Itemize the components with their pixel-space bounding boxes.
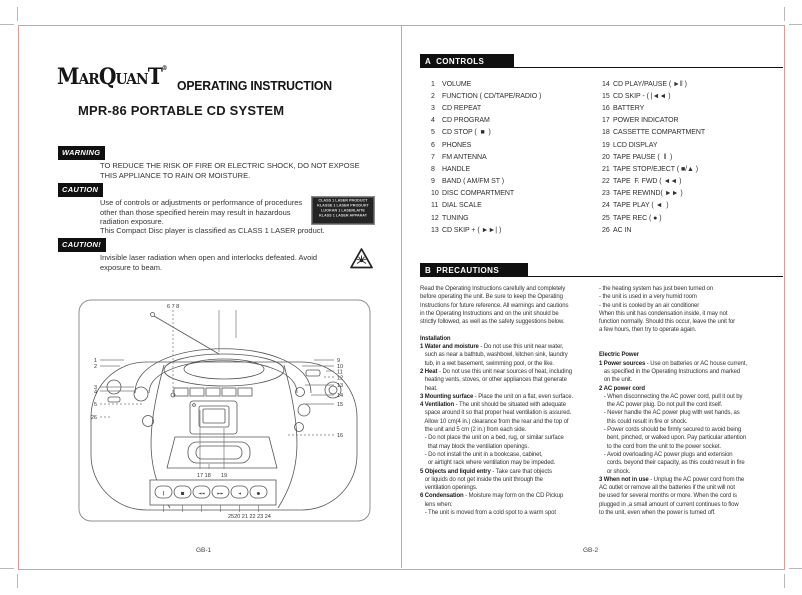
precaution-line <box>599 285 784 293</box>
control-item <box>431 176 541 188</box>
control-number: 21 <box>602 165 610 173</box>
diagram-callout: 19 <box>221 473 228 479</box>
precaution-line <box>420 360 598 368</box>
brand-logo-text: MarQuanT <box>57 64 162 90</box>
precaution-text: function normally. Should this occur, leave the unit for <box>599 319 736 326</box>
precaution-line <box>420 426 598 434</box>
precaution-text: strictly followed, as well as the safety suggestions below. <box>420 319 565 326</box>
caution2-badge: CAUTION! <box>58 238 106 252</box>
control-label: LCD DISPLAY <box>613 141 658 149</box>
control-item <box>602 78 705 90</box>
precaution-text: - Take care that objects <box>490 468 552 475</box>
precaution-text: heating vents, stoves, or other appliances that generate <box>420 377 567 384</box>
precaution-text: - the heating system has just been turned on <box>599 286 714 292</box>
control-label: CD SKIP + ( ►►| ) <box>442 226 502 234</box>
precaution-lead: Installation <box>420 335 451 342</box>
cd-lid-part <box>164 354 284 386</box>
control-item <box>602 200 705 212</box>
precaution-lead: 1 Water and moisture <box>420 344 479 351</box>
laser-class-statement <box>100 226 325 236</box>
tape-ffwd-icon: ◄◄ <box>198 490 205 496</box>
control-item <box>602 139 705 151</box>
controls-list-right <box>602 78 705 236</box>
precaution-line <box>599 351 784 359</box>
precaution-text: - Place the unit on a flat, even surface. <box>473 393 574 400</box>
control-item <box>431 115 541 127</box>
precaution-line <box>599 492 784 500</box>
precaution-line <box>420 468 598 476</box>
crop-mark <box>789 24 802 25</box>
precaution-line <box>599 310 784 318</box>
precaution-line <box>599 418 784 426</box>
precaution-line <box>599 393 784 401</box>
precaution-line <box>420 376 598 384</box>
control-label: POWER INDICATOR <box>613 117 679 125</box>
control-number: 11 <box>431 202 439 210</box>
crop-mark <box>0 568 14 569</box>
warning-text-line: TO REDUCE THE RISK OF FIRE OR ELECTRIC SHOCK, DO NOT EXPOSE <box>100 161 360 170</box>
diagram-callout: 2520 21 22 23 24 <box>228 514 271 520</box>
precaution-lead: 3 Mounting surface <box>420 393 474 400</box>
document-title: OPERATING INSTRUCTION <box>177 79 332 93</box>
precaution-text: Read the Operating Instructions carefully and completely <box>420 286 566 292</box>
precautions-section-header <box>420 263 783 277</box>
control-label: TAPE REC ( ● ) <box>613 214 662 222</box>
precaution-text: to the unit, even when the power is turned off. <box>599 510 716 517</box>
control-number: 25 <box>602 214 610 222</box>
caution2-text-line: exposure to beam. <box>100 262 163 272</box>
precaution-line <box>420 492 598 500</box>
precaution-line <box>599 376 784 384</box>
control-number: 17 <box>602 117 610 125</box>
control-number: 18 <box>602 129 610 137</box>
precaution-line <box>599 326 784 334</box>
control-label: CD SKIP - ( |◄◄ ) <box>613 92 671 100</box>
diagram-callout: 10 <box>337 364 344 370</box>
precaution-line <box>599 509 784 517</box>
precaution-text: be used for several months or more. When the cord is <box>599 493 737 500</box>
precaution-text: cords. beyond their capacity, as this could result in fire <box>599 460 745 467</box>
precaution-text: to the cord from the unit to the power socket. <box>599 443 721 450</box>
precaution-text: Allow 10 cm(4 in.) clearance from the rear and the top of <box>420 418 569 425</box>
controls-list-left <box>431 78 541 236</box>
laser-warning-icon <box>349 247 374 270</box>
precaution-text: AC outlet or remove all the batteries if the unit will not <box>599 485 735 492</box>
control-label: PHONES <box>442 141 472 149</box>
control-label: DISC COMPARTMENT <box>442 190 515 198</box>
diagram-callout: 5 <box>93 402 97 408</box>
control-number: 16 <box>602 104 610 112</box>
precaution-line <box>599 343 784 351</box>
control-number: 5 <box>431 129 435 137</box>
precaution-text: heat. <box>420 385 438 392</box>
diagram-callout: 12 <box>337 375 344 382</box>
precaution-line <box>599 293 784 301</box>
precaution-text: ventilation openings. <box>420 485 478 492</box>
control-number: 14 <box>602 80 610 88</box>
precaution-text: - Do not place the unit on a bed, rug, or similar surface <box>420 435 564 442</box>
control-item <box>431 127 541 139</box>
precaution-text: a few hours, then try to operate again. <box>599 327 697 334</box>
precaution-text: the AC power plug. Do not pull the cord itself. <box>599 402 723 409</box>
control-item <box>602 115 705 127</box>
precaution-text: - When disconnecting the AC power cord, pull it out by <box>599 393 743 400</box>
diagram-callout: 15 <box>337 402 344 408</box>
diagram-callout: 16 <box>337 433 344 439</box>
control-item <box>602 188 705 200</box>
control-label: AC IN <box>613 226 632 234</box>
precaution-line <box>420 293 598 301</box>
caution-text-line: other than those specified herein may result in hazardous <box>100 207 291 217</box>
control-label: FUNCTION ( CD/TAPE/RADIO ) <box>442 92 542 100</box>
precaution-text: When this unit has condensation inside, it may not <box>599 310 728 317</box>
control-item <box>602 127 705 139</box>
precaution-text: lens when: <box>420 501 453 508</box>
control-number: 2 <box>431 92 435 100</box>
precaution-text: or shock. <box>599 468 631 475</box>
precaution-text: tub, in a wet basement, swimming pool, or the like. <box>420 360 554 367</box>
precaution-line <box>599 368 784 376</box>
precaution-text: on the unit. <box>599 377 633 384</box>
control-item <box>431 200 541 212</box>
diagram-callout: 13 <box>337 383 344 389</box>
diagram-callout: 11 <box>337 369 343 376</box>
control-number: 26 <box>602 226 610 234</box>
control-item <box>602 176 705 188</box>
precaution-lead: 2 Heat <box>420 368 438 375</box>
control-number: 10 <box>431 190 439 198</box>
control-label: BAND ( AM/FM ST ) <box>442 178 505 186</box>
precaution-line <box>599 468 784 476</box>
diagram-callout: 17 18 <box>197 473 211 479</box>
cd-play-button <box>298 404 310 416</box>
precaution-line <box>420 451 598 459</box>
diagram-callout: 1 <box>93 358 97 364</box>
control-label: FM ANTENNA <box>442 153 487 161</box>
model-title: MPR-86 PORTABLE CD SYSTEM <box>78 103 285 118</box>
precaution-lead: Electric Power <box>599 352 639 359</box>
precaution-line <box>599 484 784 492</box>
crop-mark <box>0 24 14 25</box>
precaution-line <box>599 385 784 393</box>
caution2-text <box>100 253 317 272</box>
tape-play-icon: ◄ <box>237 490 242 496</box>
precaution-line <box>599 335 784 343</box>
laser-label-line: KLASS 1 LASER APPARAT <box>318 213 368 218</box>
precaution-lead: 6 Condensation <box>420 493 464 500</box>
crop-mark <box>784 7 785 21</box>
precaution-line <box>420 409 598 417</box>
control-number: 1 <box>431 80 435 88</box>
laser-label-line: LUOKAN 1 LASERLAITE <box>321 208 365 213</box>
diagram-callout: 9 <box>337 358 341 364</box>
precaution-lead: 5 Objects and liquid entry <box>420 468 491 475</box>
precaution-text: or liquids do not get inside the unit through the <box>420 476 543 483</box>
precaution-text: - the unit is used in a very humid room <box>599 294 697 301</box>
precaution-text: - Do not use this unit near water, <box>478 344 564 351</box>
caution-text-line: radiation exposure. <box>100 217 164 226</box>
control-label: CD PROGRAM <box>442 117 490 125</box>
precaution-line <box>420 484 598 492</box>
precaution-line <box>420 476 598 484</box>
precaution-text: - the unit is cooled by an air conditioner <box>599 302 700 309</box>
caution2-text-line: Invisible laser radiation when open and interlocks defeated. Avoid <box>100 253 318 262</box>
laser-label-line: CLASS 1 LASER PRODUCT <box>318 198 368 203</box>
control-label: TAPE F. FWD ( ◄◄ ) <box>613 178 682 186</box>
precautions-left-column <box>420 285 598 517</box>
precaution-text: this could result in fire or shock. <box>599 418 688 425</box>
registered-mark: ® <box>161 65 168 72</box>
crop-mark <box>784 574 785 588</box>
crop-mark <box>17 574 18 588</box>
diagram-callout: 2 <box>93 364 97 370</box>
precaution-text: - The unit is moved from a cold spot to a warm spot <box>420 510 556 517</box>
precaution-text: as specified in the Operating Instructions and marked <box>599 368 741 375</box>
precaution-line <box>420 318 598 326</box>
precaution-line <box>420 401 598 409</box>
control-label: HANDLE <box>442 165 471 173</box>
precaution-line <box>599 459 784 467</box>
precaution-line <box>420 385 598 393</box>
control-label: TAPE PAUSE ( ‖ ) <box>613 153 673 161</box>
precaution-text: before operating the unit. Be sure to keep the Operating <box>420 294 563 301</box>
precautions-right-column <box>599 285 784 517</box>
precaution-text: in the Operating Instructions and on the unit should be <box>420 310 559 317</box>
precaution-text: space around it so that proper heat ventilation is assured. <box>420 410 572 417</box>
precaution-line <box>599 302 784 310</box>
control-number: 7 <box>431 153 435 161</box>
precaution-text: - Moisture may form on the CD Pickup <box>463 493 564 500</box>
control-label: CD PLAY/PAUSE ( ►‖ ) <box>613 80 687 88</box>
tape-rec-icon: ● <box>256 490 261 496</box>
tape-stop-icon: ■ <box>180 490 185 496</box>
diagram-callout: 6 7 8 <box>167 304 180 310</box>
class1-laser-label <box>311 196 375 225</box>
brand-logo <box>57 64 167 90</box>
precaution-line <box>599 401 784 409</box>
precaution-text: - Avoid overloading AC power plugs and extension <box>599 451 733 458</box>
precaution-text: that may block the ventilation openings. <box>420 443 529 450</box>
precaution-line <box>420 459 598 467</box>
caution-text <box>100 198 302 227</box>
caution-badge: CAUTION <box>58 183 103 197</box>
diagram-callout: 26 <box>90 415 97 421</box>
tape-rewind-icon: ►► <box>217 490 224 496</box>
page-number-left: GB-1 <box>196 547 212 554</box>
control-label: CD REPEAT <box>442 104 482 112</box>
crop-mark <box>17 7 18 21</box>
precaution-line <box>420 443 598 451</box>
warning-text-line: THIS APPLIANCE TO RAIN OR MOISTURE. <box>100 170 251 180</box>
control-item <box>431 102 541 114</box>
antenna-part <box>151 313 220 355</box>
precaution-text: such as near a bathtub, washbowl, kitchen sink, laundry <box>420 352 568 359</box>
precautions-header-badge: B PRECAUTIONS <box>420 263 528 276</box>
caution-text-line: Use of controls or adjustments or performance of procedures <box>100 198 303 207</box>
diagram-callout: 3 <box>93 385 97 391</box>
precaution-line <box>420 326 598 334</box>
precaution-text: plugged in ,a small amount of current continues to flow <box>599 501 739 508</box>
controls-section-header <box>420 54 783 68</box>
crop-mark <box>789 568 802 569</box>
page-number-right: GB-2 <box>583 547 599 554</box>
control-number: 6 <box>431 141 435 149</box>
precaution-text: or airtight rack where ventilation may be impeded. <box>420 460 556 467</box>
control-number: 15 <box>602 92 610 100</box>
precaution-lead: 2 AC power cord <box>599 385 645 392</box>
precaution-line <box>599 476 784 484</box>
control-number: 20 <box>602 153 610 161</box>
precaution-line <box>420 368 598 376</box>
warning-badge: WARNING <box>58 146 105 160</box>
precaution-line <box>420 335 598 343</box>
precaution-lead: 3 When not in use <box>599 476 649 483</box>
precaution-line <box>420 501 598 509</box>
diagram-callout: 14 <box>337 393 344 399</box>
precaution-line <box>420 393 598 401</box>
cassette-door-part <box>167 437 277 468</box>
precaution-line <box>420 351 598 359</box>
precaution-text: - Power cords should be firmly secured to avoid being <box>599 427 742 434</box>
precaution-text: Instructions for future reference. All warnings and cautions <box>420 302 569 309</box>
control-item <box>431 224 541 236</box>
control-item <box>602 90 705 102</box>
control-number: 9 <box>431 178 435 186</box>
control-label: TAPE PLAY ( ◄ ) <box>613 202 669 210</box>
control-item <box>431 90 541 102</box>
precaution-text: - Unplug the AC power cord from the <box>648 476 745 483</box>
control-label: VOLUME <box>442 80 472 88</box>
precaution-line <box>420 302 598 310</box>
precaution-line <box>599 501 784 509</box>
tape-pause-icon: ‖ <box>162 490 165 496</box>
control-item <box>431 78 541 90</box>
control-label: DIAL SCALE <box>442 202 482 210</box>
precaution-line <box>599 360 784 368</box>
precaution-line <box>420 509 598 517</box>
control-number: 19 <box>602 141 610 149</box>
diagram-callout: 4 <box>93 389 97 396</box>
control-number: 12 <box>431 214 439 222</box>
control-number: 24 <box>602 202 610 210</box>
precaution-line <box>420 310 598 318</box>
precaution-line <box>599 426 784 434</box>
control-number: 23 <box>602 190 610 198</box>
control-number: 22 <box>602 178 610 186</box>
control-number: 8 <box>431 165 435 173</box>
precaution-line <box>599 443 784 451</box>
precaution-text: - Use on batteries or AC house current, <box>645 360 747 367</box>
control-label: TAPE REWIND( ►► ) <box>613 190 683 198</box>
control-item <box>602 151 705 163</box>
precaution-text: - The unit should be situated with adequate <box>454 402 566 409</box>
control-item <box>602 163 705 175</box>
precaution-lead: 4 Ventilation <box>420 402 455 409</box>
control-label: TAPE STOP/EJECT ( ■/▲ ) <box>613 165 699 173</box>
control-item <box>602 224 705 236</box>
control-number: 13 <box>431 226 439 234</box>
cd-stop-button <box>143 416 154 427</box>
page-fold-line <box>401 25 402 568</box>
precaution-line <box>420 343 598 351</box>
controls-header-badge: A CONTROLS <box>420 54 514 67</box>
control-item <box>431 212 541 224</box>
top-button-strip <box>174 388 252 396</box>
control-label: BATTERY <box>613 104 645 112</box>
precaution-text: - Never handle the AC power plug with wet hands, as <box>599 410 740 417</box>
control-number: 4 <box>431 117 435 125</box>
precaution-text: the unit and 5 cm (2 in.) from each side. <box>420 427 527 434</box>
control-item <box>431 163 541 175</box>
precaution-line <box>420 285 598 293</box>
device-diagram <box>78 298 372 524</box>
precaution-line <box>599 451 784 459</box>
control-item <box>431 151 541 163</box>
control-item <box>602 102 705 114</box>
control-label: CASSETTE COMPARTMENT <box>613 129 706 137</box>
precaution-text: - Do not install the unit in a bookcase, cabinet, <box>420 451 543 458</box>
lcd-display-part <box>190 401 237 434</box>
control-number: 3 <box>431 104 435 112</box>
control-item <box>602 212 705 224</box>
precaution-line <box>599 434 784 442</box>
precaution-text: bent, pinched, or walked upon. Pay particular attention <box>599 435 747 442</box>
precaution-lead: 1 Power sources <box>599 360 646 367</box>
control-label: TUNING <box>442 214 469 222</box>
control-item <box>431 139 541 151</box>
laser-label-line: KLASSE 1 LASER PRODUKT <box>317 203 369 208</box>
laser-class-line: This Compact Disc player is classified as CLASS 1 LASER product. <box>100 226 325 235</box>
control-item <box>431 188 541 200</box>
precaution-line <box>599 318 784 326</box>
precaution-line <box>599 409 784 417</box>
warning-text <box>100 161 360 180</box>
precaution-line <box>420 418 598 426</box>
control-label: CD STOP ( ■ ) <box>442 129 491 137</box>
precaution-text: - Do not use this unit near sources of heat, including <box>437 368 573 375</box>
precaution-line <box>420 434 598 442</box>
